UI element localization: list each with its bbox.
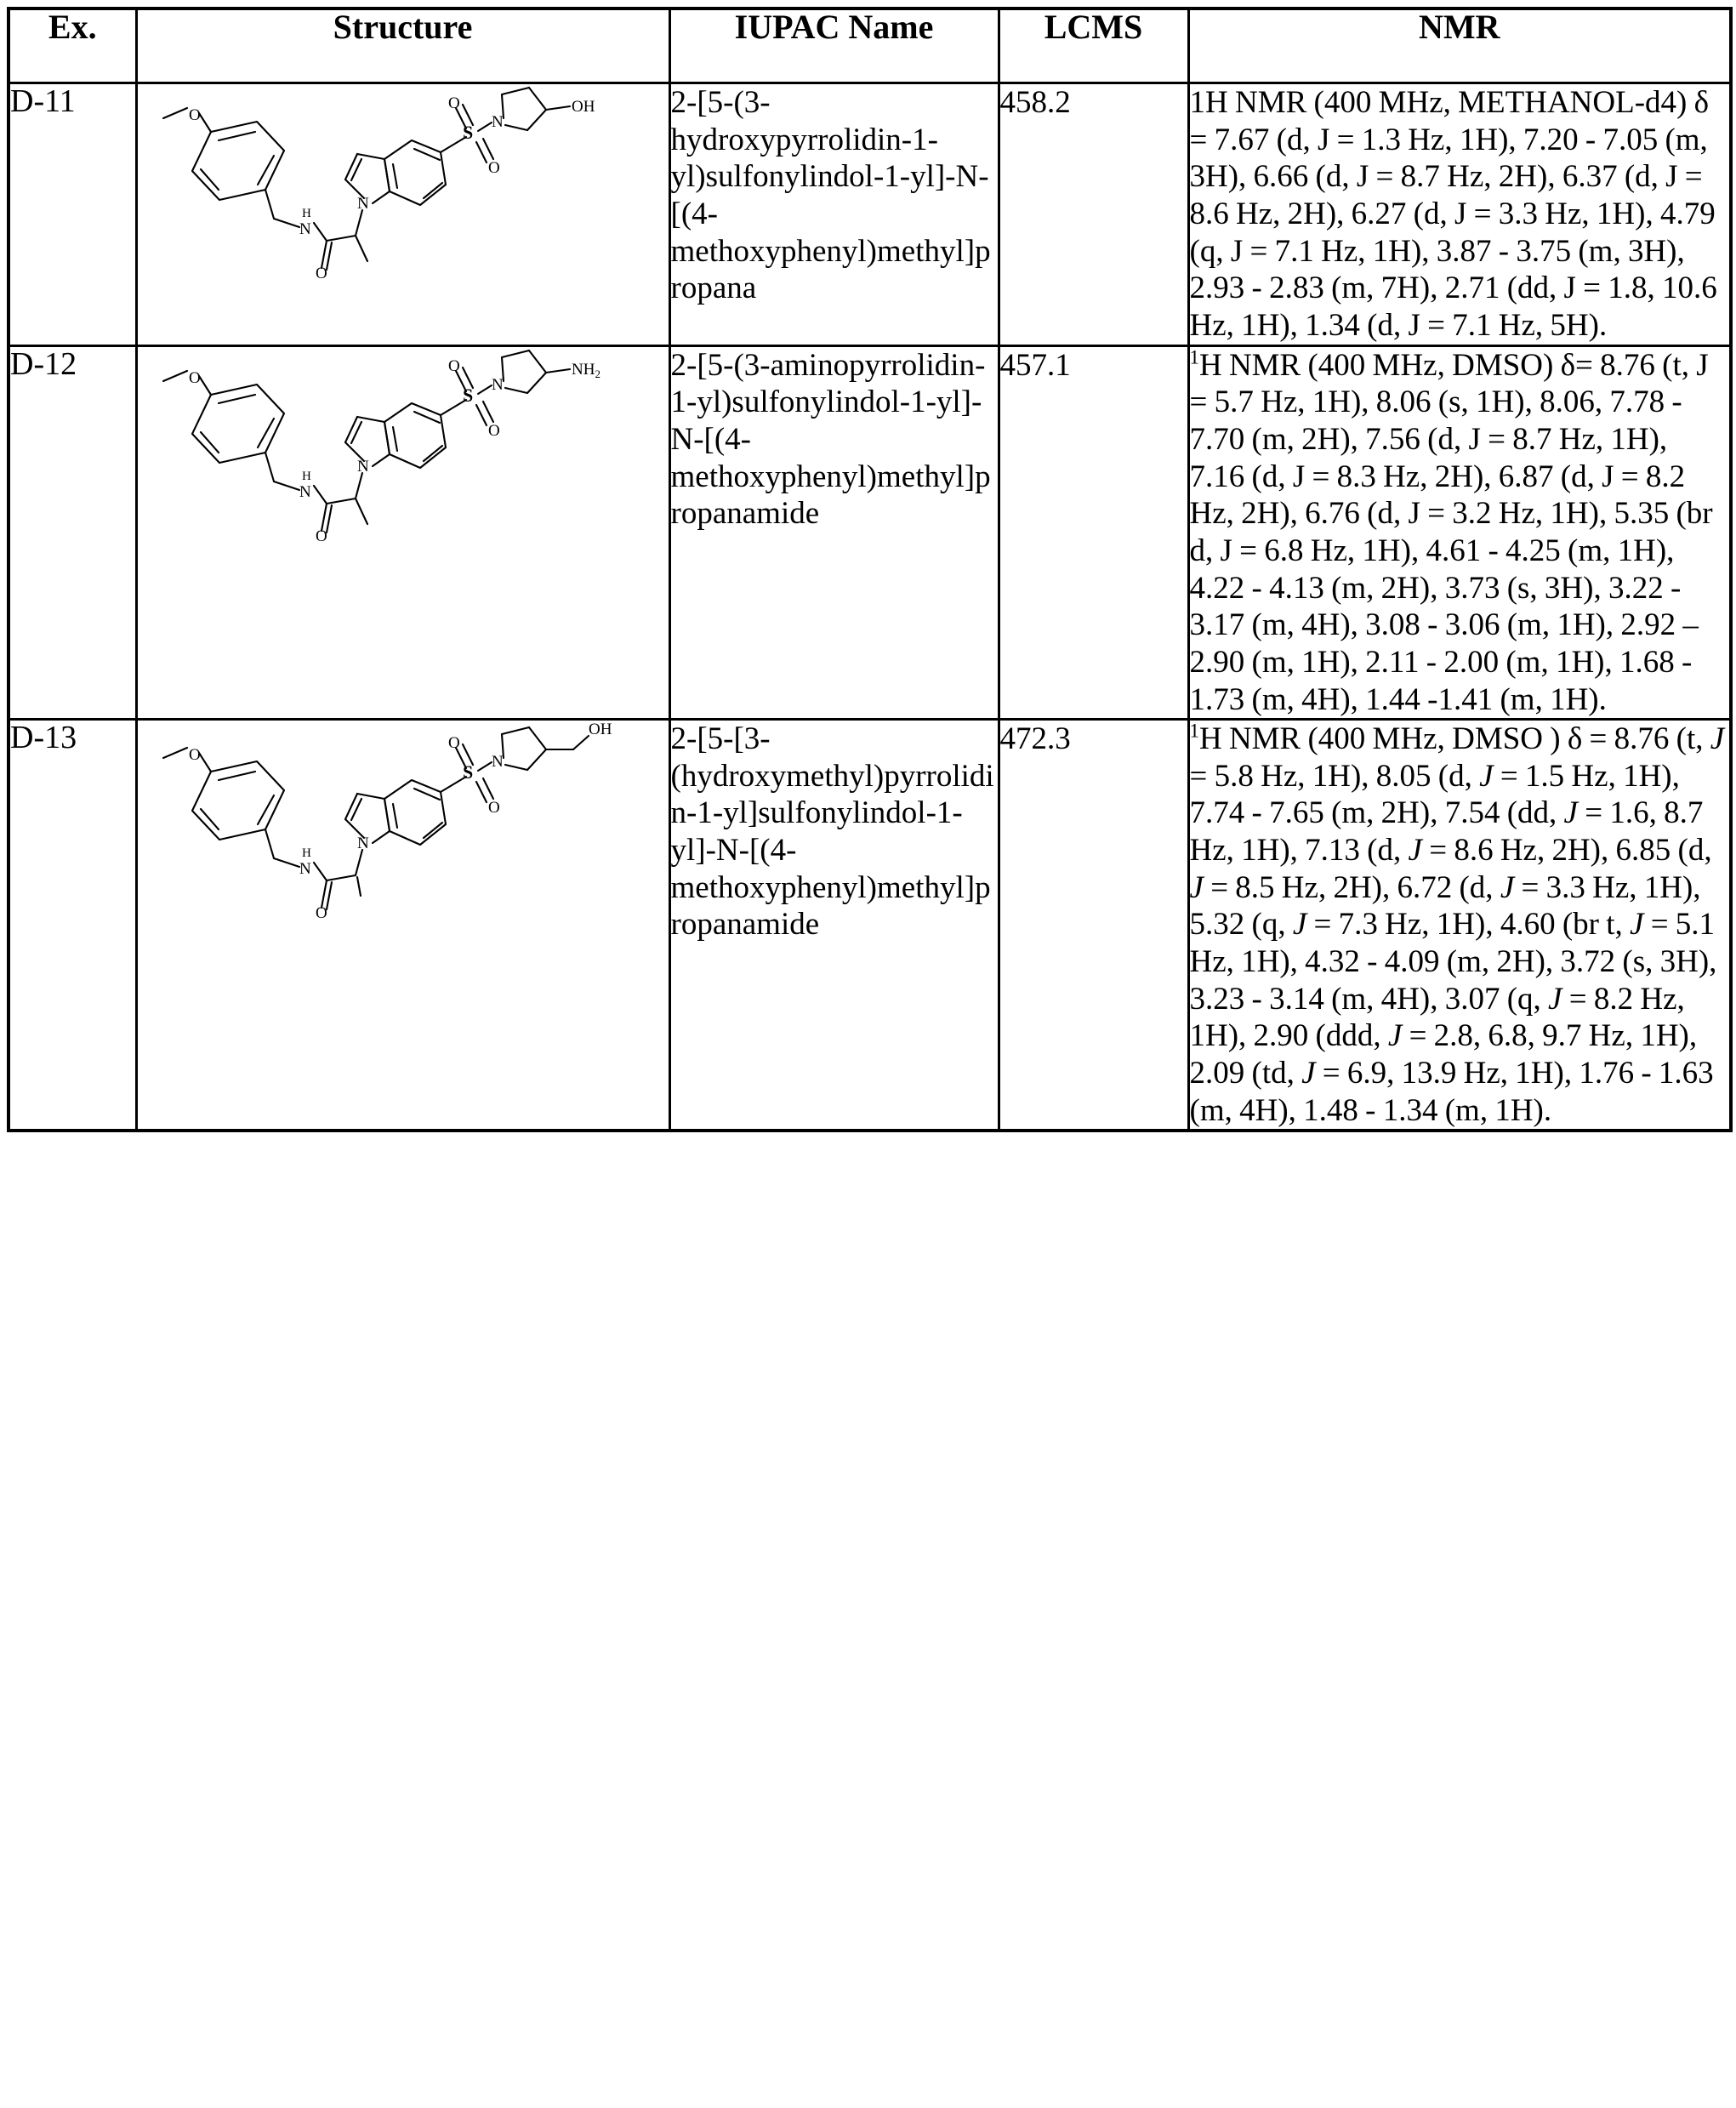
atom-label-o-sulfonyl-down: O bbox=[487, 421, 500, 440]
table-header-row bbox=[9, 9, 1731, 83]
atom-label-o-carbonyl: O bbox=[315, 265, 327, 282]
atom-label-o-sulfonyl-up: O bbox=[447, 734, 460, 753]
atom-label-oh-terminal: OH bbox=[571, 98, 595, 116]
table-row bbox=[9, 345, 1731, 720]
atom-label-o-carbonyl: O bbox=[315, 527, 327, 545]
cell-lcms: 457.1 bbox=[999, 345, 1188, 720]
atom-label-n-pyrrolidine: N bbox=[491, 753, 504, 772]
atom-label-s-sulfonyl: S bbox=[462, 761, 473, 783]
cell-nmr bbox=[1188, 83, 1731, 346]
compound-table bbox=[7, 7, 1733, 1132]
atom-label-o-methoxy: O bbox=[188, 106, 201, 124]
nmr-text bbox=[1190, 347, 1730, 719]
atom-label-o-sulfonyl-up: O bbox=[447, 94, 460, 112]
atom-label-n-pyrrolidine: N bbox=[491, 113, 504, 131]
nmr-text bbox=[1190, 721, 1730, 1129]
atom-label-n-amide: N bbox=[299, 860, 311, 879]
column-header-iupac-name: IUPAC Name bbox=[669, 9, 999, 83]
chemical-structure-d11 bbox=[138, 84, 665, 288]
nmr-superscript-one: 1 bbox=[1189, 346, 1199, 368]
atom-label-n-amide: N bbox=[299, 220, 311, 238]
cell-lcms: 472.3 bbox=[999, 720, 1188, 1131]
cell-iupac-name: 2-[5-(3-hydroxypyrrolidin-1-yl)sulfonylindol-1-yl]-N-[(4-methoxyphenyl)methyl]propana bbox=[669, 83, 999, 346]
atom-label-h-amide: H bbox=[301, 846, 311, 861]
cell-structure bbox=[136, 720, 669, 1131]
nmr-superscript-one: 1 bbox=[1189, 720, 1199, 742]
cell-structure bbox=[136, 345, 669, 720]
cell-iupac-name: 2-[5-[3-(hydroxymethyl)pyrrolidin-1-yl]sulfonylindol-1-yl]-N-[(4-methoxyphenyl)methyl]propanamide bbox=[669, 720, 999, 1131]
cell-nmr bbox=[1188, 345, 1731, 720]
column-header-ex: Ex. bbox=[9, 9, 136, 83]
atom-label-o-sulfonyl-down: O bbox=[487, 159, 500, 177]
column-header-nmr: NMR bbox=[1188, 9, 1731, 83]
column-header-structure: Structure bbox=[136, 9, 669, 83]
chemical-structure-d13 bbox=[138, 721, 665, 933]
atom-label-h-amide: H bbox=[301, 207, 311, 220]
cell-iupac-name: 2-[5-(3-aminopyrrolidin-1-yl)sulfonylindol-1-yl]-N-[(4-methoxyphenyl)methyl]propanamide bbox=[669, 345, 999, 720]
atom-label-n-indole: N bbox=[356, 835, 369, 853]
atom-label-o-methoxy: O bbox=[188, 368, 201, 387]
table-row bbox=[9, 83, 1731, 346]
atom-label-o-carbonyl: O bbox=[315, 904, 327, 923]
atom-label-h-amide: H bbox=[301, 469, 311, 483]
cell-example-id: D-12 bbox=[9, 345, 136, 720]
column-header-lcms: LCMS bbox=[999, 9, 1188, 83]
atom-label-oh-terminal: OH bbox=[588, 721, 612, 739]
atom-label-n-pyrrolidine: N bbox=[491, 375, 504, 394]
cell-example-id: D-11 bbox=[9, 83, 136, 346]
atom-label-nh2-terminal: $NH_2$ bbox=[571, 360, 600, 380]
atom-label-s-sulfonyl: S bbox=[462, 384, 473, 406]
cell-example-id: D-13 bbox=[9, 720, 136, 1131]
nmr-body: H NMR (400 MHz, DMSO) δ= 8.76 (t, J = 5.7 Hz, 1H), 8.06 (s, 1H), 8.06, 7.78 - 7.70 (m, 2H), 7.56 (d, J = 8.7 Hz, 1H), 7.16 (d, J = 8.3 Hz, 2H), 6.87 (d, J = 8.2 Hz, 2H), 6.76 (d, J = 3.2 Hz, 1H), 5.35 (br d, J = 6.8 Hz, 1H), 4.61 - 4.25 (m, 1H), 4.22 - 4.13 (m, 2H), 3.73 (s, 3H), 3.22 - 3.17 (m, 4H), 3.08 - 3.06 (m, 1H), 2.92 – 2.90 (m, 1H), 2.11 - 2.00 (m, 1H), 1.68 - 1.73 (m, 4H), 1.44 -1.41 (m, 1H). bbox=[1189, 347, 1713, 717]
chemical-structure-d12 bbox=[138, 347, 665, 551]
atom-label-n-indole: N bbox=[356, 195, 369, 213]
nmr-text: 1H NMR (400 MHz, METHANOL-d4) δ = 7.67 (d, J = 1.3 Hz, 1H), 7.20 - 7.05 (m, 3H), 6.66 (d, J = 8.7 Hz, 2H), 6.37 (d, J = 8.6 Hz, 2H), 6.27 (d, J = 3.3 Hz, 1H), 4.79 (q, J = 7.1 Hz, 1H), 3.87 - 3.75 (m, 3H), 2.93 - 2.83 (m, 7H), 2.71 (dd, J = 1.8, 10.6 Hz, 1H), 1.34 (d, J = 7.1 Hz, 5H). bbox=[1189, 85, 1717, 343]
cell-structure bbox=[136, 83, 669, 346]
atom-label-n-indole: N bbox=[356, 457, 369, 476]
cell-nmr bbox=[1188, 720, 1731, 1131]
atom-label-o-sulfonyl-down: O bbox=[487, 799, 500, 818]
atom-label-o-sulfonyl-up: O bbox=[447, 356, 460, 375]
atom-label-n-amide: N bbox=[299, 482, 311, 501]
nmr-body: H NMR (400 MHz, DMSO ) δ = 8.76 (t, J = 5.8 Hz, 1H), 8.05 (d, J = 1.5 Hz, 1H), 7.74 - 7.65 (m, 2H), 7.54 (dd, J = 1.6, 8.7 Hz, 1H), 7.13 (d, J = 8.6 Hz, 2H), 6.85 (d, J = 8.5 Hz, 2H), 6.72 (d, J = 3.3 Hz, 1H), 5.32 (q, J = 7.3 Hz, 1H), 4.60 (br t, J = 5.1 Hz, 1H), 4.32 - 4.09 (m, 2H), 3.72 (s, 3H), 3.23 - 3.14 (m, 4H), 3.07 (q, J = 8.2 Hz, 1H), 2.90 (ddd, J = 2.8, 6.8, 9.7 Hz, 1H), 2.09 (td, J = 6.9, 13.9 Hz, 1H), 1.76 - 1.63 (m, 4H), 1.48 - 1.34 (m, 1H). bbox=[1189, 721, 1725, 1128]
cell-lcms: 458.2 bbox=[999, 83, 1188, 346]
atom-label-s-sulfonyl: S bbox=[462, 122, 473, 143]
atom-label-o-methoxy: O bbox=[188, 746, 201, 765]
table-row bbox=[9, 720, 1731, 1131]
